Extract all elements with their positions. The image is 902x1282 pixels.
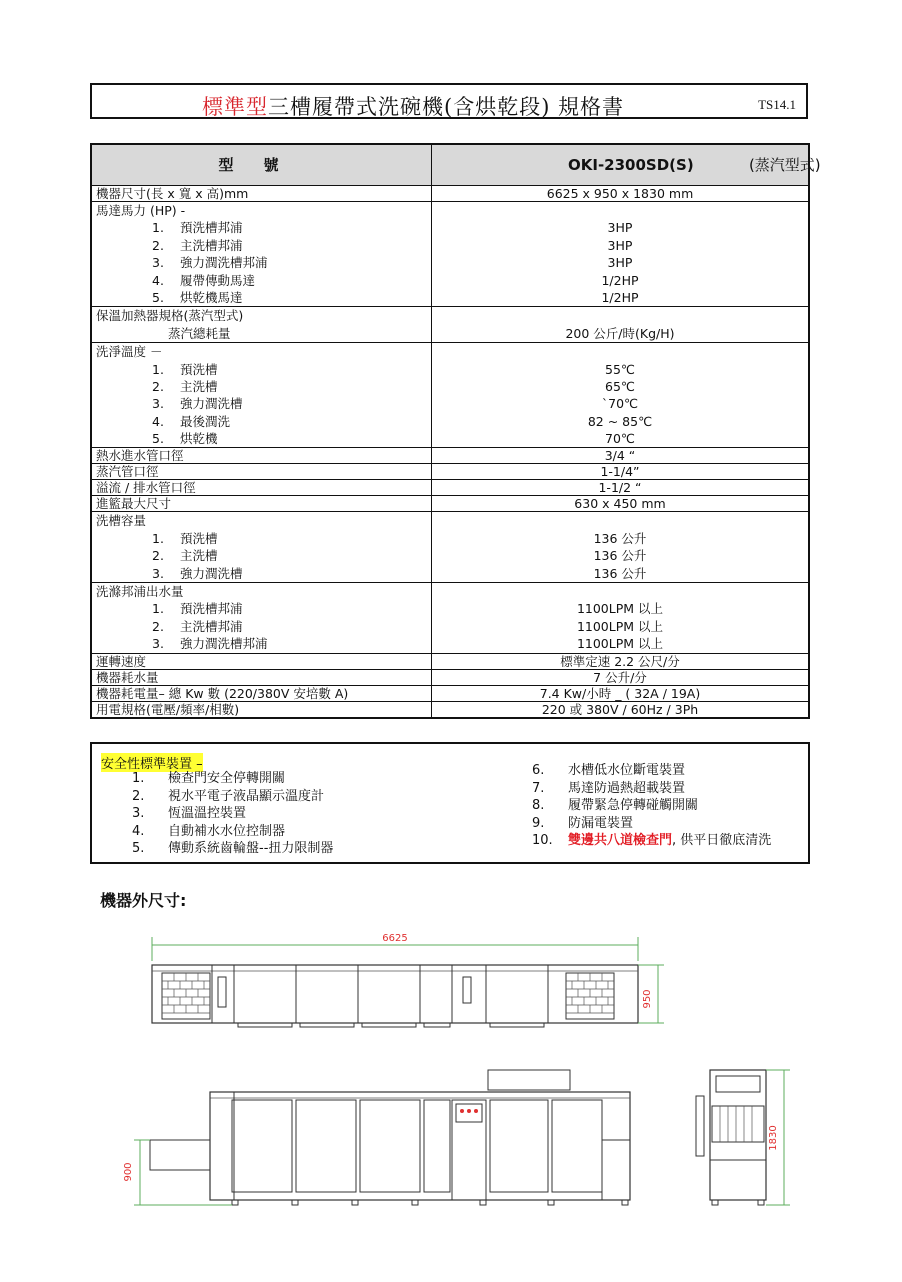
item-number: 8. [532,798,545,813]
dim-height-label: 900 [123,1162,134,1182]
row-value: 7 公升/分 [432,669,810,685]
list-item [96,395,427,412]
item-value: 3HP [607,220,633,236]
capacity-values [432,512,810,583]
row-label: 運轉速度 [91,653,432,669]
table-row [91,701,809,718]
row-sublabel: 蒸汽總耗量 [168,325,231,341]
item-name: 預洗槽邦浦 [180,601,243,617]
item-text: , 供平日徹底清洗 [672,833,772,848]
table-row [91,512,809,583]
title-red-part: 標準型 [202,95,268,119]
table-row [91,186,809,202]
list-item [96,378,427,395]
item-number: 1. [152,361,164,377]
row-value: 6625 x 950 x 1830 mm [432,186,810,202]
item-number: 4. [152,413,164,429]
item-text: 馬達防過熱超載裝置 [568,780,686,796]
row-label: 進籃最大尺寸 [91,496,432,512]
heater-values [432,307,810,343]
item-number: 4. [132,823,145,839]
list-item [132,788,333,806]
item-number: 10. [532,833,553,848]
dim-length-label: 6625 [382,933,408,944]
item-value: 70℃ [605,431,635,447]
item-number: 2. [152,237,164,253]
safety-list-right [532,762,771,850]
list-item [132,770,333,788]
pump-output-values [432,583,810,654]
list-item [532,797,771,815]
item-value: 1100LPM 以上 [576,636,664,652]
list-item [96,600,427,617]
item-text: 水槽低水位斷電裝置 [568,763,686,778]
row-label: 洗槽容量 [96,513,147,529]
drawing-heading: 機器外尺寸: [100,891,187,910]
item-name: 強力潤洗槽 [180,396,243,412]
item-text: 防漏電裝置 [568,815,634,831]
item-number: 3. [132,806,145,821]
item-number: 1. [152,601,164,617]
row-label: 機器尺寸(長 x 寬 x 高)mm [91,186,432,202]
item-text: 自動補水水位控制器 [168,823,286,839]
item-name: 強力潤洗槽 [180,565,243,581]
safety-list-left [132,770,333,858]
item-text: 視水平電子液晶顯示溫度計 [168,788,325,804]
heater-labels [91,307,432,343]
item-name: 預洗槽邦浦 [180,220,243,236]
item-value: 136 公升 [593,548,647,564]
item-value: 1100LPM 以上 [576,601,664,617]
model-cell [432,144,821,186]
list-item [132,805,333,823]
table-row [91,496,809,512]
item-number: 2. [132,788,145,804]
temperature-labels [91,343,432,448]
row-value: 3/4 “ [432,448,810,464]
table-row [91,669,809,685]
row-label: 保溫加熱器規格(蒸汽型式) [96,308,244,324]
item-number: 6. [532,763,545,778]
list-item [132,823,333,841]
row-value: 1-1/2 “ [432,480,810,496]
model-header: 型 號 [91,144,432,186]
dim-total-height-label: 1830 [768,1125,779,1151]
item-name: 最後潤洗 [180,413,231,429]
list-item [96,430,427,447]
item-number: 9. [532,815,545,831]
list-item [96,219,427,236]
item-name: 烘乾機 [180,431,218,447]
pump-output-labels [91,583,432,654]
row-value: 標準定速 2.2 公尺/分 [432,653,810,669]
item-number: 3. [152,636,164,652]
list-item [96,272,427,289]
row-value: 200 公斤/時(Kg/H) [565,325,675,341]
item-value: 3HP [607,237,633,253]
item-number: 7. [532,780,545,796]
item-value: `70℃ [601,396,639,412]
model-number: OKI-2300SD(S) [568,155,694,174]
dim-width-label: 950 [642,989,653,1009]
row-label: 用電規格(電壓/頻率/相數) [91,701,432,718]
list-item [132,840,333,858]
list-item [532,762,771,780]
item-value: 1/2HP [601,289,639,305]
item-number: 4. [152,272,164,288]
spec-table [90,143,821,719]
safety-title: 安全性標準裝置 – [101,753,203,772]
item-name: 預洗槽 [180,361,218,377]
list-item [96,547,427,564]
table-row [91,343,809,448]
title-rest: 三槽履帶式洗碗機(含烘乾段) 規格書 [268,95,625,119]
motor-labels [91,202,432,307]
item-text: 恆溫溫控裝置 [168,806,247,821]
item-number: 2. [152,378,164,394]
item-name: 主洗槽 [180,378,218,394]
row-label: 機器耗水量 [91,669,432,685]
row-label: 溢流 / 排水管口徑 [91,480,432,496]
item-name: 預洗槽 [180,530,218,546]
item-number: 5. [152,289,164,305]
safety-features [90,742,810,864]
item-number: 3. [152,255,164,271]
list-item [96,635,427,652]
item-text: 履帶緊急停轉碰觸開關 [568,798,699,813]
item-name: 主洗槽 [180,548,218,564]
item-number: 2. [152,618,164,634]
item-text: 傳動系統齒輪盤--扭力限制器 [168,841,334,856]
item-text: 檢查門安全停轉開關 [168,771,286,786]
row-label: 洗淨溫度 － [96,344,163,360]
list-item [96,413,427,430]
row-value: 220 或 380V / 60Hz / 3Ph [432,701,810,718]
row-label: 機器耗電量– 總 Kw 數 (220/380V 安培數 A) [91,685,432,701]
list-item [532,815,771,833]
table-row [91,464,809,480]
item-value: 1/2HP [601,272,639,288]
document-code: TS14.1 [758,97,796,112]
table-row [91,307,809,343]
item-value: 82 ~ 85℃ [587,413,653,429]
model-type: (蒸汽型式) [748,155,821,174]
temperature-values [432,343,810,448]
table-row [91,448,809,464]
item-value: 1100LPM 以上 [576,618,664,634]
list-item [532,780,771,798]
item-value: 65℃ [605,378,635,394]
item-number: 3. [152,565,164,581]
item-value: 136 公升 [593,530,647,546]
item-name: 主洗槽邦浦 [180,237,243,253]
item-value: 55℃ [605,361,635,377]
row-label: 熱水進水管口徑 [91,448,432,464]
list-item [96,254,427,271]
item-number: 1. [152,530,164,546]
document-title [202,91,624,121]
front-view-drawing [0,1060,902,1220]
item-number: 5. [132,841,145,856]
list-item [96,361,427,378]
item-value: 136 公升 [593,565,647,581]
row-label: 蒸汽管口徑 [91,464,432,480]
item-number: 1. [132,771,145,786]
item-name: 履帶傳動馬達 [180,272,256,288]
list-item [96,565,427,582]
item-number: 1. [152,220,164,236]
item-value: 3HP [607,255,633,271]
top-view-drawing [0,925,902,1045]
list-item [96,289,427,306]
table-row [91,583,809,654]
capacity-labels [91,512,432,583]
row-value: 1-1/4” [432,464,810,480]
list-item [96,237,427,254]
item-name: 強力潤洗槽邦浦 [180,636,268,652]
row-value: 630 x 450 mm [432,496,810,512]
table-row [91,480,809,496]
item-number: 2. [152,548,164,564]
item-name: 強力潤洗槽邦浦 [180,255,268,271]
motor-values [432,202,810,307]
table-header-row [91,144,809,186]
item-highlight: 雙邊共八道檢查門 [568,833,673,848]
item-name: 烘乾機馬達 [180,289,243,305]
row-label: 洗滌邦浦出水量 [96,584,184,600]
table-row [91,653,809,669]
item-number: 3. [152,396,164,412]
title-box [90,83,808,119]
table-row [91,202,809,307]
item-name: 主洗槽邦浦 [180,618,243,634]
item-number: 5. [152,431,164,447]
list-item [96,530,427,547]
table-row [91,685,809,701]
list-item [96,618,427,635]
row-value: 7.4 Kw/小時 _ ( 32A / 19A) [432,685,810,701]
row-label: 馬達馬力 (HP) - [96,203,186,218]
list-item [532,832,771,850]
